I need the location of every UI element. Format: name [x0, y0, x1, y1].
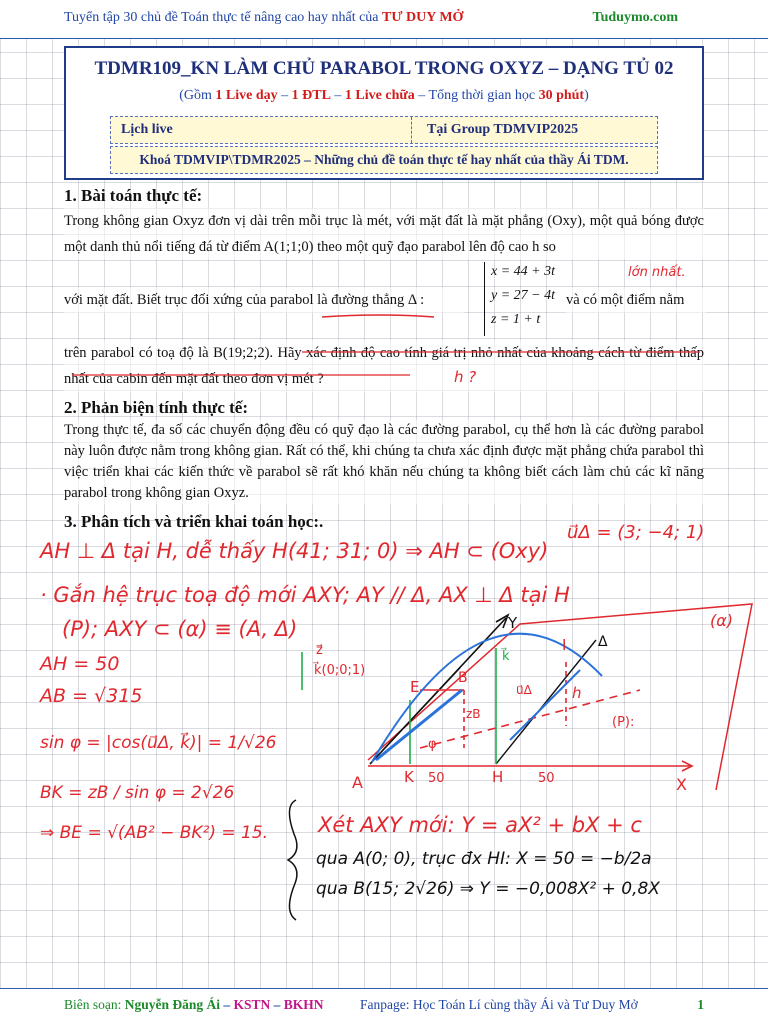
hand-eq-3: qua B(15; 2√26) ⇒ Y = −0,008X² + 0,8X — [316, 879, 660, 899]
label-x: X — [676, 775, 687, 794]
hand-eq-1: Xét AXY mới: Y = aX² + bX + c — [318, 813, 642, 837]
hand-line-3: (P); AXY ⊂ (α) ≡ (A, Δ) — [62, 617, 298, 641]
plane-alpha — [368, 604, 752, 790]
label-i: I — [562, 636, 567, 654]
section-3-heading: 3. Phân tích và triển khai toán học:. — [64, 512, 324, 531]
calc-ab: AB = √315 — [40, 685, 143, 707]
hand-line-1: AH ⊥ Δ tại H, dễ thấy H(41; 31; 0) ⇒ AH ⊂ (Oxy) — [40, 539, 549, 563]
label-e: E — [410, 678, 420, 696]
label-k: K — [404, 768, 414, 786]
calc-be: ⇒ BE = √(AB² − BK²) = 15. — [40, 823, 269, 843]
problem-text-2-tail: và có một điểm nằm — [566, 287, 706, 313]
label-y: Y — [508, 614, 518, 632]
section-2-heading: 2. Phản biện tính thực tế: — [64, 398, 248, 417]
underline-delta — [322, 315, 434, 317]
vector-u-delta — [510, 670, 580, 740]
course-summary: (Gồm 1 Live dạy – 1 ĐTL – 1 Live chữa – Tổng thời gian học 30 phút) — [179, 88, 589, 103]
label-k-vector-h: k⃗ — [502, 649, 510, 664]
label-phi: φ — [428, 737, 437, 752]
calc-sin: sin φ = |cos(u⃗Δ, k⃗)| = 1/√26 — [40, 733, 277, 753]
schedule-label: Lịch live — [121, 122, 173, 137]
schedule-place: Tại Group TDMVIP2025 — [427, 122, 579, 137]
alpha-label: (α) — [710, 611, 734, 630]
reflection-text: Trong thực tế, đa số các chuyển động đều có quỹ đạo là các đường parabol, cụ thể hơn là các đường parabol này luôn được nằm trong không gian. Rất có thể, khi chúng ta chưa xác định được mặt phẳng chứa parabol thì việc triển khai các kiến thức về parabol sẽ rất khó khăn nếu chúng ta không biết cách làm chủ các kĩ năng parabol trong không gian Oxyz. — [64, 420, 704, 504]
note-largest: lớn nhất. — [628, 265, 686, 280]
section-1-heading: 1. Bài toán thực tế: — [64, 186, 203, 205]
label-h: H — [492, 768, 504, 786]
system-eq-z: z = 1 + t — [491, 312, 541, 327]
brand-name: TƯ DUY MỞ — [382, 10, 464, 25]
segment-ab — [376, 690, 462, 760]
system-eq-y: y = 27 − 4t — [491, 288, 555, 303]
problem-text-1: Trong không gian Oxyz đơn vị dài trên mỗi trục là mét, với mặt đất là mặt phẳng (Oxy), một quả bóng được một danh thủ nổi tiếng đá từ điểm A(1;1;0) theo một quỹ đạo parabol lên độ cao h so — [64, 208, 704, 260]
page-number: 1 — [697, 997, 704, 1012]
label-plane-p: (P): — [612, 715, 635, 730]
label-50-k: 50 — [428, 771, 445, 786]
label-zb: zB — [466, 707, 481, 721]
fanpage-link[interactable]: Fanpage: Học Toán Lí cùng thầy Ái và Tư Duy Mở — [360, 997, 638, 1012]
label-z: z⃗ — [316, 643, 323, 658]
document-title: TDMR109_KN LÀM CHỦ PARABOL TRONG OXYZ – DẠNG TỦ 02 — [94, 58, 674, 79]
label-50-h: 50 — [538, 771, 555, 786]
label-h-height: h — [572, 684, 582, 702]
label-b: B — [458, 670, 468, 686]
problem-text-2: với mặt đất. Biết trục đối xứng của parabol là đường thẳng Δ : — [64, 287, 464, 313]
calc-ah: AH = 50 — [40, 653, 120, 675]
note-h: h ? — [454, 368, 477, 386]
brace — [288, 800, 297, 920]
page-footer — [0, 988, 768, 1025]
line-delta — [496, 640, 596, 764]
calc-bk: BK = zB / sin φ = 2√26 — [40, 783, 235, 803]
hand-eq-2: qua A(0; 0), trục đx HI: X = 50 = −b/2a — [316, 849, 652, 869]
course-row: Khoá TDMVIP\TDMR2025 – Những chủ đề toán thực tế hay nhất của thầy Ái TDM. — [110, 146, 658, 174]
hand-line-2: · Gắn hệ trục toạ độ mới AXY; AY // Δ, AX ⊥ Δ tại H — [40, 583, 570, 607]
site-link[interactable]: Tuduymo.com — [592, 10, 678, 25]
problem-text-3: trên parabol có toạ độ là B(19;2;2). Hãy xác định độ cao tính giá trị nhỏ nhất của khoảng cách từ điểm thấp nhất của cabin đến mặt đất theo đơn vị mét ? — [64, 340, 704, 392]
hand-u-delta: u⃗Δ = (3; −4; 1) — [567, 522, 705, 543]
author-credit: Biên soạn: Nguyễn Đăng Ái – KSTN – BKHN — [64, 997, 324, 1012]
label-a: A — [352, 773, 363, 792]
label-k-vector: k⃗(0;0;1) — [314, 663, 366, 678]
label-u-delta: u⃗Δ — [516, 683, 532, 697]
collection-title: Tuyển tập 30 chủ đề Toán thực tế nâng cao hay nhất của TƯ DUY MỞ — [64, 10, 464, 25]
label-delta: Δ — [598, 634, 608, 650]
system-eq-x: x = 44 + 3t — [491, 264, 555, 279]
